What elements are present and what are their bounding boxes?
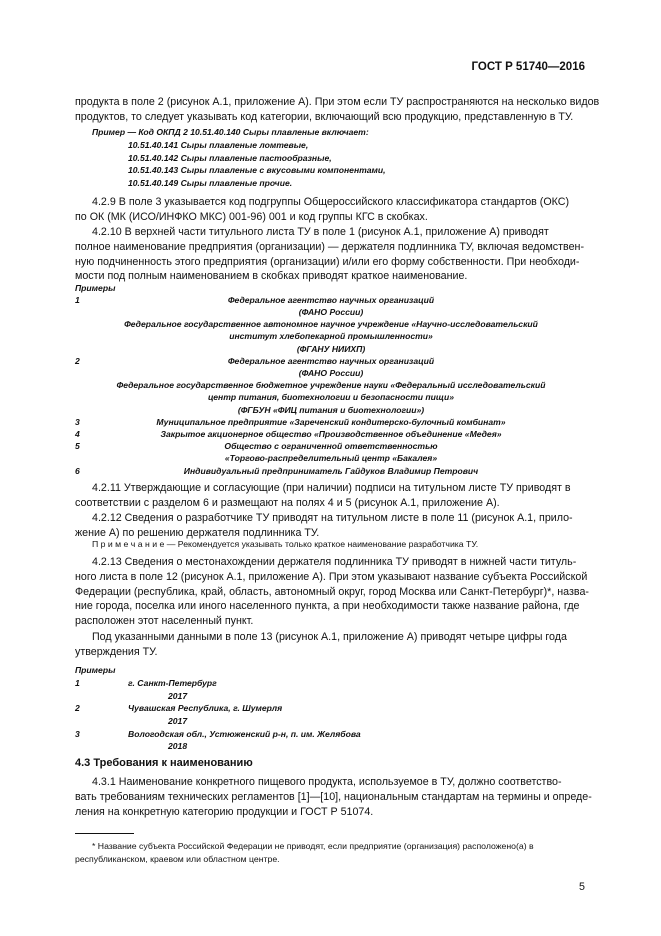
example-year: 2017 xyxy=(168,691,188,701)
example-line: (ФАНО России) xyxy=(298,368,364,378)
document-code: ГОСТ Р 51740—2016 xyxy=(471,61,585,73)
example-title: Пример — Код ОКПД 2 10.51.40.140 Сыры плавленые включает: xyxy=(92,127,369,137)
example-number: 6 xyxy=(75,466,80,476)
example-number: 3 xyxy=(75,729,80,739)
paragraph-continuation: продукта в поле 2 (рисунок А.1, приложение А). При этом если ТУ распространяются на несколько видов продуктов, то следует указывать код категории, включающий всю продукцию, представленную в ТУ. xyxy=(75,96,600,123)
example-number: 1 xyxy=(75,295,80,305)
example-line: Федеральное государственное автономное научное учреждение «Научно-исследовательский xyxy=(124,319,538,329)
example-number: 2 xyxy=(75,703,80,713)
example-line: центр питания, биотехнологии и безопасности пищи» xyxy=(208,392,454,402)
example-number: 5 xyxy=(75,441,80,451)
example-item: 10.51.40.142 Сыры плавленые пастообразные, xyxy=(128,153,332,163)
example-line: Общество с ограниченной ответственностью xyxy=(224,441,438,451)
example-year: 2017 xyxy=(168,716,188,726)
footnote: * Название субъекта Российской Федерации не приводят, если предприятие (организация) расположено(а) в республиканском, краевом или областном центре. xyxy=(75,841,534,864)
note: П р и м е ч а н и е — Рекомендуется указывать только краткое наименование разработчика ТУ. xyxy=(92,539,479,549)
example-line: Федеральное государственное бюджетное учреждение науки «Федеральный исследовательский xyxy=(116,380,546,390)
example-place: Чувашская Республика, г. Шумерля xyxy=(128,703,283,713)
examples-title: Примеры xyxy=(75,665,116,675)
example-number: 4 xyxy=(75,429,80,439)
page-number: 5 xyxy=(579,881,585,893)
clause-4-2-10: 4.2.10 В верхней части титульного листа ТУ в поле 1 (рисунок А.1, приложение А) приводят полное наименование предприятия (организации) — держателя подлинника ТУ, включая ведомствен- ную подчиненность этого предприятия (организации) и/или его форму собственности. При необходи- мости под полным наименованием в скобках приводят краткое наименование. xyxy=(75,226,584,283)
example-line: Федеральное агентство научных организаций xyxy=(227,356,435,366)
example-number: 3 xyxy=(75,417,80,427)
clause-4-3-1: 4.3.1 Наименование конкретного пищевого продукта, используемое в ТУ, должно соответство- вать требованиям технических регламентов [1]—[10], национальным стандартам на термины и опреде- ления на конкретную категорию продукции и ГОСТ Р 51074. xyxy=(75,776,592,818)
example-place: Вологодская обл., Устюженский р-н, п. им. Желябова xyxy=(128,729,361,739)
example-number: 2 xyxy=(75,356,80,366)
section-heading: 4.3 Требования к наименованию xyxy=(75,757,253,769)
example-line: Закрытое акционерное общество «Производственное объединение «Медея» xyxy=(160,429,502,439)
example-line: (ФАНО России) xyxy=(298,307,364,317)
example-item: 10.51.40.143 Сыры плавленые с вкусовыми компонентами, xyxy=(128,165,386,175)
examples-title: Примеры xyxy=(75,283,116,293)
clause-4-2-13-continued: Под указанными данными в поле 13 (рисунок А.1, приложение А) приводят четыре цифры года утверждения ТУ. xyxy=(75,631,567,658)
example-line: институт хлебопекарной промышленности» xyxy=(229,331,433,341)
clause-4-2-11: 4.2.11 Утверждающие и согласующие (при наличии) подписи на титульном листе ТУ приводят в соответствии с разделом 6 и размещают на полях 4 и 5 (рисунок А.1, приложение А). xyxy=(75,482,571,509)
clause-4-2-9: 4.2.9 В поле 3 указывается код подгруппы Общероссийского классификатора стандартов (ОКС) по ОК (МК (ИСО/ИНФКО МКС) 001-96) 001 и код группы КГС в скобках. xyxy=(75,196,570,223)
example-line: «Торгово-распределительный центр «Бакалея» xyxy=(224,453,438,463)
clause-4-2-13: 4.2.13 Сведения о местонахождении держателя подлинника ТУ приводят в нижней части титуль- ного листа в поле 12 (рисунок А.1, приложение А). При этом указывают название субъекта Российской Федерации (республика, край, область, автономный округ, город Москва или Санкт-Петербург)*, назва- ние города, поселка или иного населенного пункта, а при необходимости также название района, где расположен этот населенный пункт. xyxy=(75,556,589,628)
example-line: Муниципальное предприятие «Зареченский кондитерско-булочный комбинат» xyxy=(156,417,506,427)
example-line: (ФГБУН «ФИЦ питания и биотехнологии») xyxy=(237,405,425,415)
example-line: (ФГАНУ НИИХП) xyxy=(296,344,366,354)
example-number: 1 xyxy=(75,678,80,688)
clause-4-2-12: 4.2.12 Сведения о разработчике ТУ приводят на титульном листе в поле 11 (рисунок А.1, прило- жение А) по решению держателя подлинника ТУ. xyxy=(75,512,573,539)
example-line: Федеральное агентство научных организаций xyxy=(227,295,435,305)
example-item: 10.51.40.141 Сыры плавленые ломтевые, xyxy=(128,140,309,150)
example-place: г. Санкт-Петербург xyxy=(128,678,217,688)
example-line: Индивидуальный предприниматель Гайдуков Владимир Петрович xyxy=(183,466,479,476)
footnote-divider xyxy=(75,833,134,834)
example-year: 2018 xyxy=(168,741,188,751)
example-item: 10.51.40.149 Сыры плавленые прочие. xyxy=(128,178,293,188)
